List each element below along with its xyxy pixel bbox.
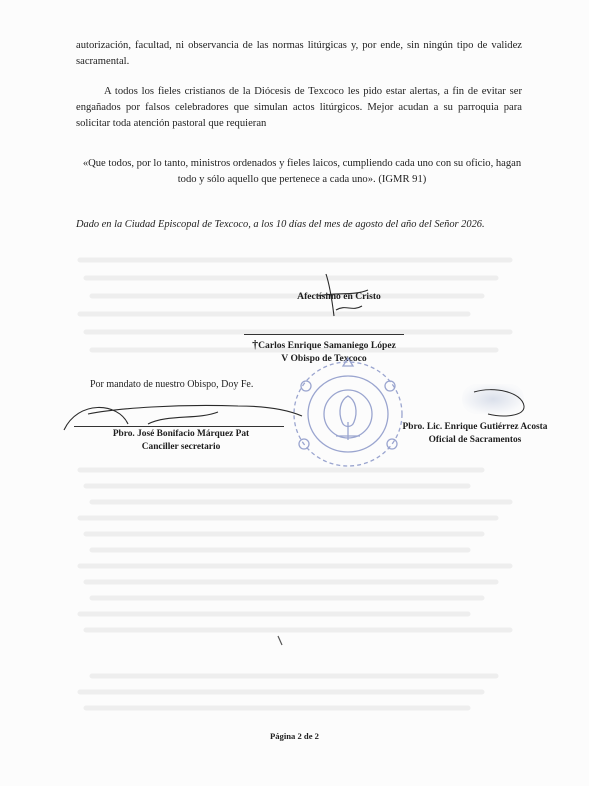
canciller-block bbox=[76, 428, 286, 454]
canciller-name: Pbro. José Bonifacio Márquez Pat bbox=[112, 429, 250, 439]
page-number: Página 2 de 2 bbox=[270, 731, 319, 741]
mandate-line: Por mandato de nuestro Obispo, Doy Fe. bbox=[90, 379, 254, 390]
liturgical-quote: «Que todos, por lo tanto, ministros ordenados y fieles laicos, cumpliendo cada uno con su oficio, hagan todo y sólo aquello que pertenece a cada uno». (IGMR 91) bbox=[82, 158, 522, 185]
sacramentos-block bbox=[400, 421, 550, 447]
cross-icon: † bbox=[252, 337, 259, 351]
sacramentos-title: Oficial de Sacramentos bbox=[428, 435, 522, 445]
bishop-title: V Obispo de Texcoco bbox=[281, 353, 367, 364]
date-line: Dado en la Ciudad Episcopal de Texcoco, a los 10 días del mes de agosto del año del Señor 2026. bbox=[76, 219, 485, 230]
salutation: Afectísimo en Cristo bbox=[297, 291, 381, 302]
sacramentos-name: Pbro. Lic. Enrique Gutiérrez Acosta bbox=[402, 422, 548, 432]
canciller-title: Canciller secretario bbox=[141, 442, 221, 452]
pen-mark bbox=[276, 634, 286, 648]
paragraph-warning: A todos los fieles cristianos de la Diócesis de Texcoco les pido estar alertas, a fin de evitar ser engañados por falsos celebradores que simulan actos litúrgicos. Mejor acudan a su parroquia para solicitar toda atención pastoral que requieran bbox=[76, 86, 522, 129]
bishop-signature-line bbox=[244, 334, 404, 335]
paragraph-validity: autorización, facultad, ni observancia de las normas litúrgicas y, por ende, sin ningún tipo de validez sacramental. bbox=[76, 40, 522, 67]
sacramentos-signature bbox=[404, 384, 532, 424]
bishop-name: Carlos Enrique Samaniego López bbox=[258, 340, 396, 351]
canciller-signature-line bbox=[74, 426, 284, 427]
bishop-signature bbox=[296, 266, 386, 326]
